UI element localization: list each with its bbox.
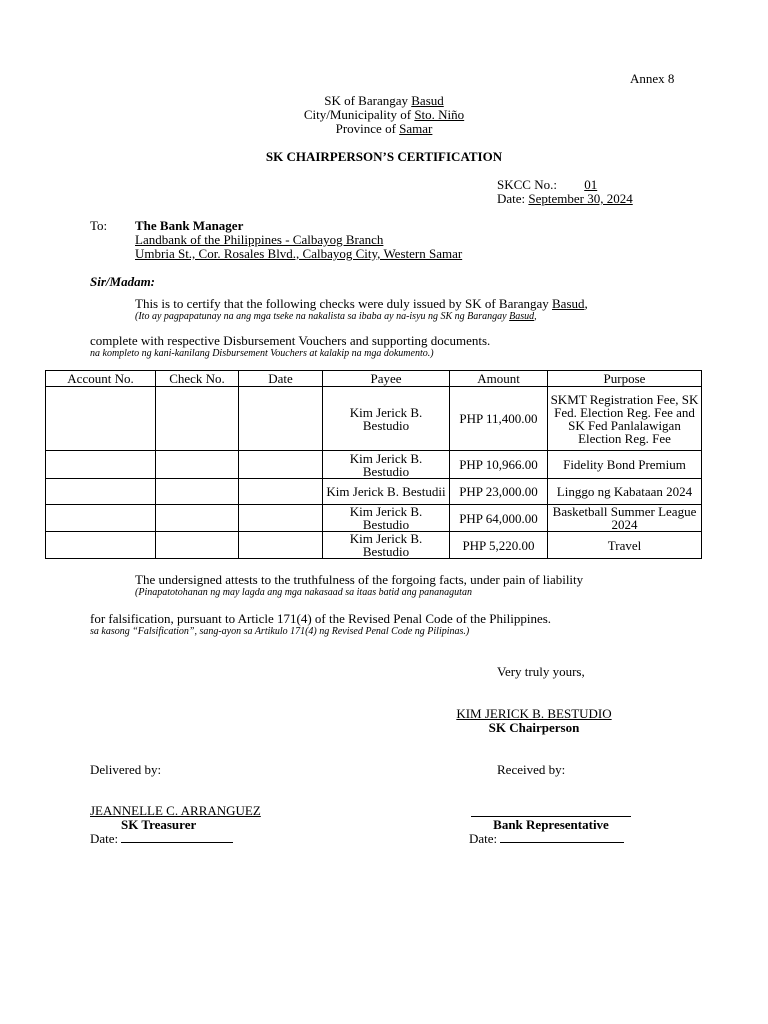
- header-barangay-line: SK of Barangay Basud: [324, 93, 444, 108]
- purpose-cell: SKMT Registration Fee, SK Fed. Election Reg. Fee and SK Fed Panlalawigan Election Reg. Fee: [548, 387, 702, 451]
- header-amount: Amount: [450, 371, 548, 387]
- barangay-name: Basud: [411, 93, 444, 108]
- account-cell: [46, 532, 156, 559]
- province-name: Samar: [399, 121, 433, 136]
- table-row: [46, 532, 702, 559]
- check-cell: [156, 532, 239, 559]
- amount-cell: PHP 10,966.00: [450, 451, 548, 479]
- amount-cell: PHP 64,000.00: [450, 505, 548, 532]
- document-title: SK CHAIRPERSON’S CERTIFICATION: [265, 149, 503, 164]
- header-date: Date: [239, 371, 323, 387]
- payee-cell: Kim Jerick B. Bestudio: [323, 532, 450, 559]
- amount-cell: PHP 5,220.00: [450, 532, 548, 559]
- bank-address: Umbria St., Cor. Rosales Blvd., Calbayog City, Western Samar: [135, 246, 463, 261]
- amount-cell: PHP 11,400.00: [450, 387, 548, 451]
- checks-table: [45, 370, 702, 559]
- date-cell: [239, 532, 323, 559]
- account-cell: [46, 479, 156, 505]
- table-row: [46, 479, 702, 505]
- closing: Very truly yours,: [497, 664, 585, 679]
- city-name: Sto. Niño: [414, 107, 465, 122]
- amount-cell: PHP 23,000.00: [450, 479, 548, 505]
- header-check-no: Check No.: [156, 371, 239, 387]
- delivered-by-label: Delivered by:: [90, 762, 162, 777]
- attest-paragraph: The undersigned attests to the truthfulness of the forgoing facts, under pain of liability: [135, 572, 584, 587]
- purpose-cell: Basketball Summer League 2024: [548, 505, 702, 532]
- complete-translation: na kompleto ng kani-kanilang Disbursement Vouchers at kalakip na mga dokumento.): [90, 348, 434, 359]
- check-cell: [156, 479, 239, 505]
- chairperson-name: KIM JERICK B. BESTUDIO: [456, 706, 612, 721]
- account-cell: [46, 505, 156, 532]
- check-cell: [156, 387, 239, 451]
- table-row: [46, 387, 702, 451]
- check-cell: [156, 505, 239, 532]
- bank-rep-title: Bank Representative: [493, 817, 609, 832]
- falsification-translation: sa kasong “Falsification”, sang-ayon sa Artikulo 171(4) ng Revised Penal Code ng Pilipinas.): [90, 626, 470, 637]
- skcc-number: SKCC No.: 01: [497, 177, 609, 193]
- delivered-date-line: [121, 831, 233, 843]
- complete-paragraph: complete with respective Disbursement Vouchers and supporting documents.: [90, 333, 491, 348]
- treasurer-title: SK Treasurer: [121, 817, 197, 832]
- header-province-line: Province of Samar: [335, 121, 433, 136]
- skcc-date-value: September 30, 2024: [528, 191, 633, 206]
- table-header-row: [46, 371, 702, 387]
- account-cell: [46, 387, 156, 451]
- bank-name: Landbank of the Philippines - Calbayog Branch: [135, 232, 384, 247]
- table-row: [46, 505, 702, 532]
- header-account-no: Account No.: [46, 371, 156, 387]
- received-by-label: Received by:: [497, 762, 566, 777]
- treasurer-name: JEANNELLE C. ARRANGUEZ: [90, 803, 261, 818]
- attest-translation: (Pinapatotohanan ng may lagda ang mga nakasaad sa itaas batid ang pananagutan: [135, 587, 472, 598]
- date-cell: [239, 479, 323, 505]
- recipient: The Bank Manager: [135, 218, 244, 233]
- payee-cell: Kim Jerick B. Bestudio: [323, 451, 450, 479]
- account-cell: [46, 451, 156, 479]
- to-label: To:: [90, 218, 108, 233]
- purpose-cell: Fidelity Bond Premium: [548, 451, 702, 479]
- received-date: Date:: [469, 831, 624, 847]
- payee-cell: Kim Jerick B. Bestudii: [323, 479, 450, 505]
- certify-translation: (Ito ay pagpapatunay na ang mga tseke na nakalista sa ibaba ay na-isyu ng SK ng Barangay Basud,: [135, 311, 537, 322]
- purpose-cell: Linggo ng Kabataan 2024: [548, 479, 702, 505]
- header-purpose: Purpose: [548, 371, 702, 387]
- falsification-paragraph: for falsification, pursuant to Article 171(4) of the Revised Penal Code of the Philippines.: [90, 611, 552, 626]
- chairperson-title: SK Chairperson: [488, 720, 580, 735]
- skcc-date: Date: September 30, 2024: [497, 191, 633, 206]
- certify-paragraph: This is to certify that the following checks were duly issued by SK of Barangay Basud,: [135, 296, 588, 311]
- payee-cell: Kim Jerick B. Bestudio: [323, 387, 450, 451]
- payee-cell: Kim Jerick B. Bestudio: [323, 505, 450, 532]
- purpose-cell: Travel: [548, 532, 702, 559]
- date-cell: [239, 451, 323, 479]
- header-city-line: City/Municipality of Sto. Niño: [303, 107, 465, 122]
- salutation: Sir/Madam:: [90, 274, 156, 289]
- date-cell: [239, 505, 323, 532]
- received-date-line: [500, 831, 624, 843]
- skcc-number-value: 01: [584, 177, 598, 192]
- annex-label: Annex 8: [630, 71, 675, 86]
- delivered-date: Date:: [90, 831, 233, 847]
- header-payee: Payee: [323, 371, 450, 387]
- table-row: [46, 451, 702, 479]
- date-cell: [239, 387, 323, 451]
- check-cell: [156, 451, 239, 479]
